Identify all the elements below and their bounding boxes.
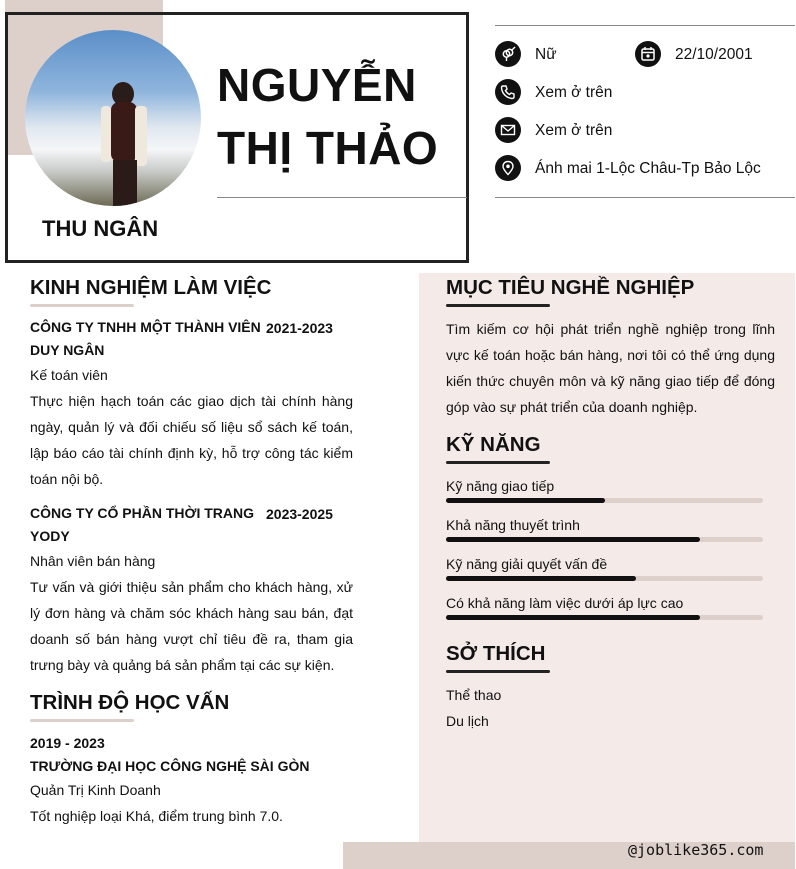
skill-label: Kỹ năng giao tiếp [446,478,555,494]
skill-bar-track [446,576,763,581]
job-title: THU NGÂN [42,216,159,241]
experience-title: KINH NGHIỆM LÀM VIỆC [30,276,272,299]
hobbies-underline [446,670,550,673]
phone-icon [495,79,521,105]
objective-underline [446,304,550,307]
education-result: Tốt nghiệp loại Khá, điểm trung bình 7.0. [30,808,283,824]
name-line-2: THỊ THẢO [217,122,439,174]
location-icon [495,155,521,181]
experience-underline [30,304,134,307]
contact-divider-bottom [495,197,795,198]
birthday-text: 22/10/2001 [675,46,753,63]
objective-title: MỤC TIÊU NGHỀ NGHIỆP [446,276,695,299]
name-line-1: NGUYỄN [217,59,417,111]
education-title: TRÌNH ĐỘ HỌC VẤN [30,691,230,714]
name-divider [217,197,467,198]
skill-bar-fill [446,615,700,620]
skill-label: Kỹ năng giải quyết vấn đề [446,556,608,572]
skill-bar-track [446,537,763,542]
skill-label: Khả năng thuyết trình [446,517,580,533]
address-text: Ánh mai 1-Lộc Châu-Tp Bảo Lộc [535,160,761,177]
company-1-line2: DUY NGÂN [30,342,105,358]
company-1-period: 2021-2023 [266,320,333,336]
gender-text: Nữ [535,46,557,63]
skills-underline [446,461,550,464]
contact-divider-top [495,25,795,26]
calendar-icon [635,41,661,67]
avatar [25,30,201,206]
email-icon [495,117,521,143]
education-major: Quản Trị Kinh Doanh [30,782,161,798]
company-2-line1: CÔNG TY CỔ PHẦN THỜI TRANG [30,505,255,521]
education-period: 2019 - 2023 [30,735,105,751]
company-2-description: Tư vấn và giới thiệu sản phẩm cho khách hàng, xử lý đơn hàng và chăm sóc khách hàng sau bán, đạt doanh số bán hàng vượt chỉ tiêu đề ra, tham gia trưng bày và quảng bá sản phẩm tại các sự kiện. [30,579,353,673]
skill-bar-fill [446,498,605,503]
skill-label: Có khả năng làm việc dưới áp lực cao [446,595,684,611]
company-2-line2: YODY [30,528,70,544]
hobby-item: Du lịch [446,713,489,729]
email-text: Xem ở trên [535,122,613,139]
education-underline [30,719,134,722]
gender-icon [495,41,521,67]
footer-website: @joblike365.com [628,841,764,859]
company-2-period: 2023-2025 [266,506,333,522]
skill-bar-track [446,498,763,503]
hobbies-title: SỞ THÍCH [446,642,546,665]
education-school: TRƯỜNG ĐẠI HỌC CÔNG NGHỆ SÀI GÒN [30,758,310,774]
phone-text: Xem ở trên [535,84,613,101]
company-1-line1: CÔNG TY TNHH MỘT THÀNH VIÊN [30,319,261,335]
company-1-role: Kế toán viên [30,367,108,383]
person-illustration [97,80,153,206]
skill-bar-fill [446,537,700,542]
skills-title: KỸ NĂNG [446,433,541,456]
company-2-role: Nhân viên bán hàng [30,553,156,569]
hobby-item: Thể thao [446,687,502,703]
company-1-description: Thực hiện hạch toán các giao dịch tài chính hàng ngày, quản lý và đối chiếu số liệu sổ sách kế toán, lập báo cáo tài chính định kỳ, hỗ trợ công tác kiểm toán nội bộ. [30,393,353,487]
skill-bar-track [446,615,763,620]
objective-text: Tìm kiếm cơ hội phát triển nghề nghiệp trong lĩnh vực kế toán hoặc bán hàng, nơi tôi có thể ứng dụng kiến thức chuyên môn và kỹ năng giao tiếp để đóng góp vào sự phát triển của doanh nghiệp. [446,321,775,415]
skill-bar-fill [446,576,636,581]
